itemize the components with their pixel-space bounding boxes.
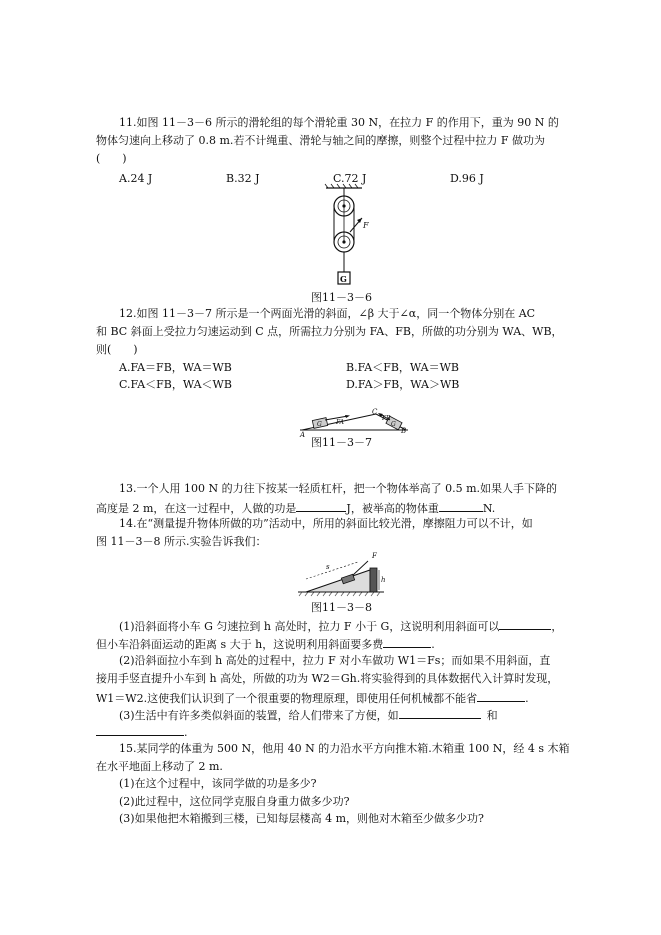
q14-blank-1[interactable] [499, 618, 551, 630]
q13-blank-work[interactable] [296, 500, 346, 512]
q12-option-b: B.FA＜FB，WA＝WB [346, 361, 460, 374]
fig-11-3-7-caption: 图11－3－7 [311, 436, 372, 449]
q14-p2-text-b: . [525, 692, 529, 705]
cart-label-f: F [372, 552, 377, 560]
fig-11-3-6-caption: 图11－3－6 [311, 291, 372, 304]
q14-line-1: 14.在“测量提升物体所做的功”活动中，所用的斜面比较光滑，摩擦阻力可以不计，如 [119, 517, 533, 530]
q11-option-c: C.72 J [333, 172, 367, 185]
incline-label-fa: FA [336, 419, 344, 426]
q14-part2-line-2: 接用手竖直提升小车到 h 高处，所做的功为 W2＝Gh.将实验得到的具体数据代入计算时发现， [96, 672, 559, 685]
q14-p1-text-a: (1)沿斜面将小车 G 匀速拉到 h 高处时，拉力 F 小于 G，这说明利用斜面可以 [119, 620, 500, 633]
q14-part2-line-3 [96, 690, 529, 706]
cart-label-s: s [326, 563, 330, 571]
pulley-force-label: F [363, 221, 369, 230]
cart-label-h: h [381, 576, 386, 584]
q13-text-b: J，被举高的物体重 [346, 502, 439, 515]
q15-line-2: 在水平地面上移动了 2 m. [96, 760, 223, 773]
q15-sub-1: (1)在这个过程中，该同学做的功是多少? [119, 777, 317, 790]
pulley-weight-label: G [340, 274, 347, 284]
q15-sub-3: (3)如果他把木箱搬到三楼，已知每层楼高 4 m，则他对木箱至少做多少功? [119, 812, 484, 825]
q14-part3-line-1 [119, 707, 498, 723]
pulley-figure [318, 184, 378, 290]
q11-option-d: D.96 J [450, 172, 484, 185]
q14-part1-line-2 [96, 636, 435, 652]
q13-line-2 [96, 500, 495, 516]
q14-blank-4[interactable] [399, 707, 481, 719]
q14-p1-text-c: 但小车沿斜面运动的距离 s 大于 h，这说明利用斜面要多费 [96, 638, 384, 651]
q14-blank-2[interactable] [383, 636, 431, 648]
q14-blank-5[interactable] [96, 724, 184, 736]
q14-p1-text-b: ， [551, 620, 563, 633]
q11-line-2: 物体匀速向上移动了 0.8 m.若不计绳重、滑轮与轴之间的摩擦，则整个过程中拉力 F 做功为 [96, 134, 546, 147]
q14-part3-line-2 [96, 724, 188, 740]
q12-option-d: D.FA＞FB，WA＞WB [346, 378, 460, 391]
q15-sub-2: (2)此过程中，这位同学克服自身重力做多少功? [119, 795, 350, 808]
q13-blank-weight[interactable] [439, 500, 483, 512]
q14-line-2: 图 11－3－8 所示.实验告诉我们： [96, 535, 267, 548]
q14-p1-text-d: . [431, 638, 435, 651]
q11-option-b: B.32 J [226, 172, 260, 185]
q12-option-a: A.FA＝FB，WA＝WB [119, 361, 232, 374]
q12-line-1: 12.如图 11－3－7 所示是一个两面光滑的斜面，∠β 大于∠α，同一个物体分别在 AC [119, 307, 536, 320]
q14-part2-line-1: (2)沿斜面拉小车到 h 高处的过程中，拉力 F 对小车做功 W1＝Fs；而如果不用斜面，直 [119, 654, 551, 667]
q13-line-1: 13.一个人用 100 N 的力往下按某一轻质杠杆，把一个物体举高了 0.5 m.如果人手下降的 [119, 482, 558, 495]
fig-11-3-8-caption: 图11－3－8 [311, 601, 372, 614]
q14-p3-text-c: . [184, 726, 188, 739]
incline-label-gb: G [391, 421, 396, 428]
q12-line-2: 和 BC 斜面上受拉力匀速运动到 C 点，所需拉力分别为 FA、FB，所做的功分别为 WA、WB， [96, 325, 563, 338]
q15-line-1: 15.某同学的体重为 500 N，他用 40 N 的力沿水平方向推木箱.木箱重 100 N，经 4 s 木箱 [119, 742, 570, 755]
q13-text-c: N. [482, 502, 496, 515]
incline-label-a: A [300, 431, 306, 439]
incline-label-c: C [372, 408, 378, 416]
q11-line-3: ( ) [96, 152, 127, 165]
q13-text-a: 高度是 2 m，在这一过程中，人做的功是 [96, 502, 297, 515]
q12-line-3: 则( ) [96, 343, 138, 356]
incline-label-ga: G [317, 421, 322, 428]
q14-part1-line-1 [119, 618, 562, 634]
incline-label-b: B [401, 427, 407, 435]
q14-p3-text-a: (3)生活中有许多类似斜面的装置，给人们带来了方便，如 [119, 709, 399, 722]
q14-p3-text-b: 和 [486, 709, 498, 722]
incline-label-fb: FB [382, 415, 391, 422]
q11-line-1: 11.如图 11－3－6 所示的滑轮组的每个滑轮重 30 N，在拉力 F 的作用下，重为 90 N 的 [119, 116, 559, 129]
q14-p2-text-a: W1＝W2.这使我们认识到了一个很重要的物理原理，即使用任何机械都不能省 [96, 692, 478, 705]
q11-option-a: A.24 J [119, 172, 153, 185]
q12-option-c: C.FA＜FB，WA＜WB [119, 378, 232, 391]
q14-blank-3[interactable] [477, 690, 525, 702]
